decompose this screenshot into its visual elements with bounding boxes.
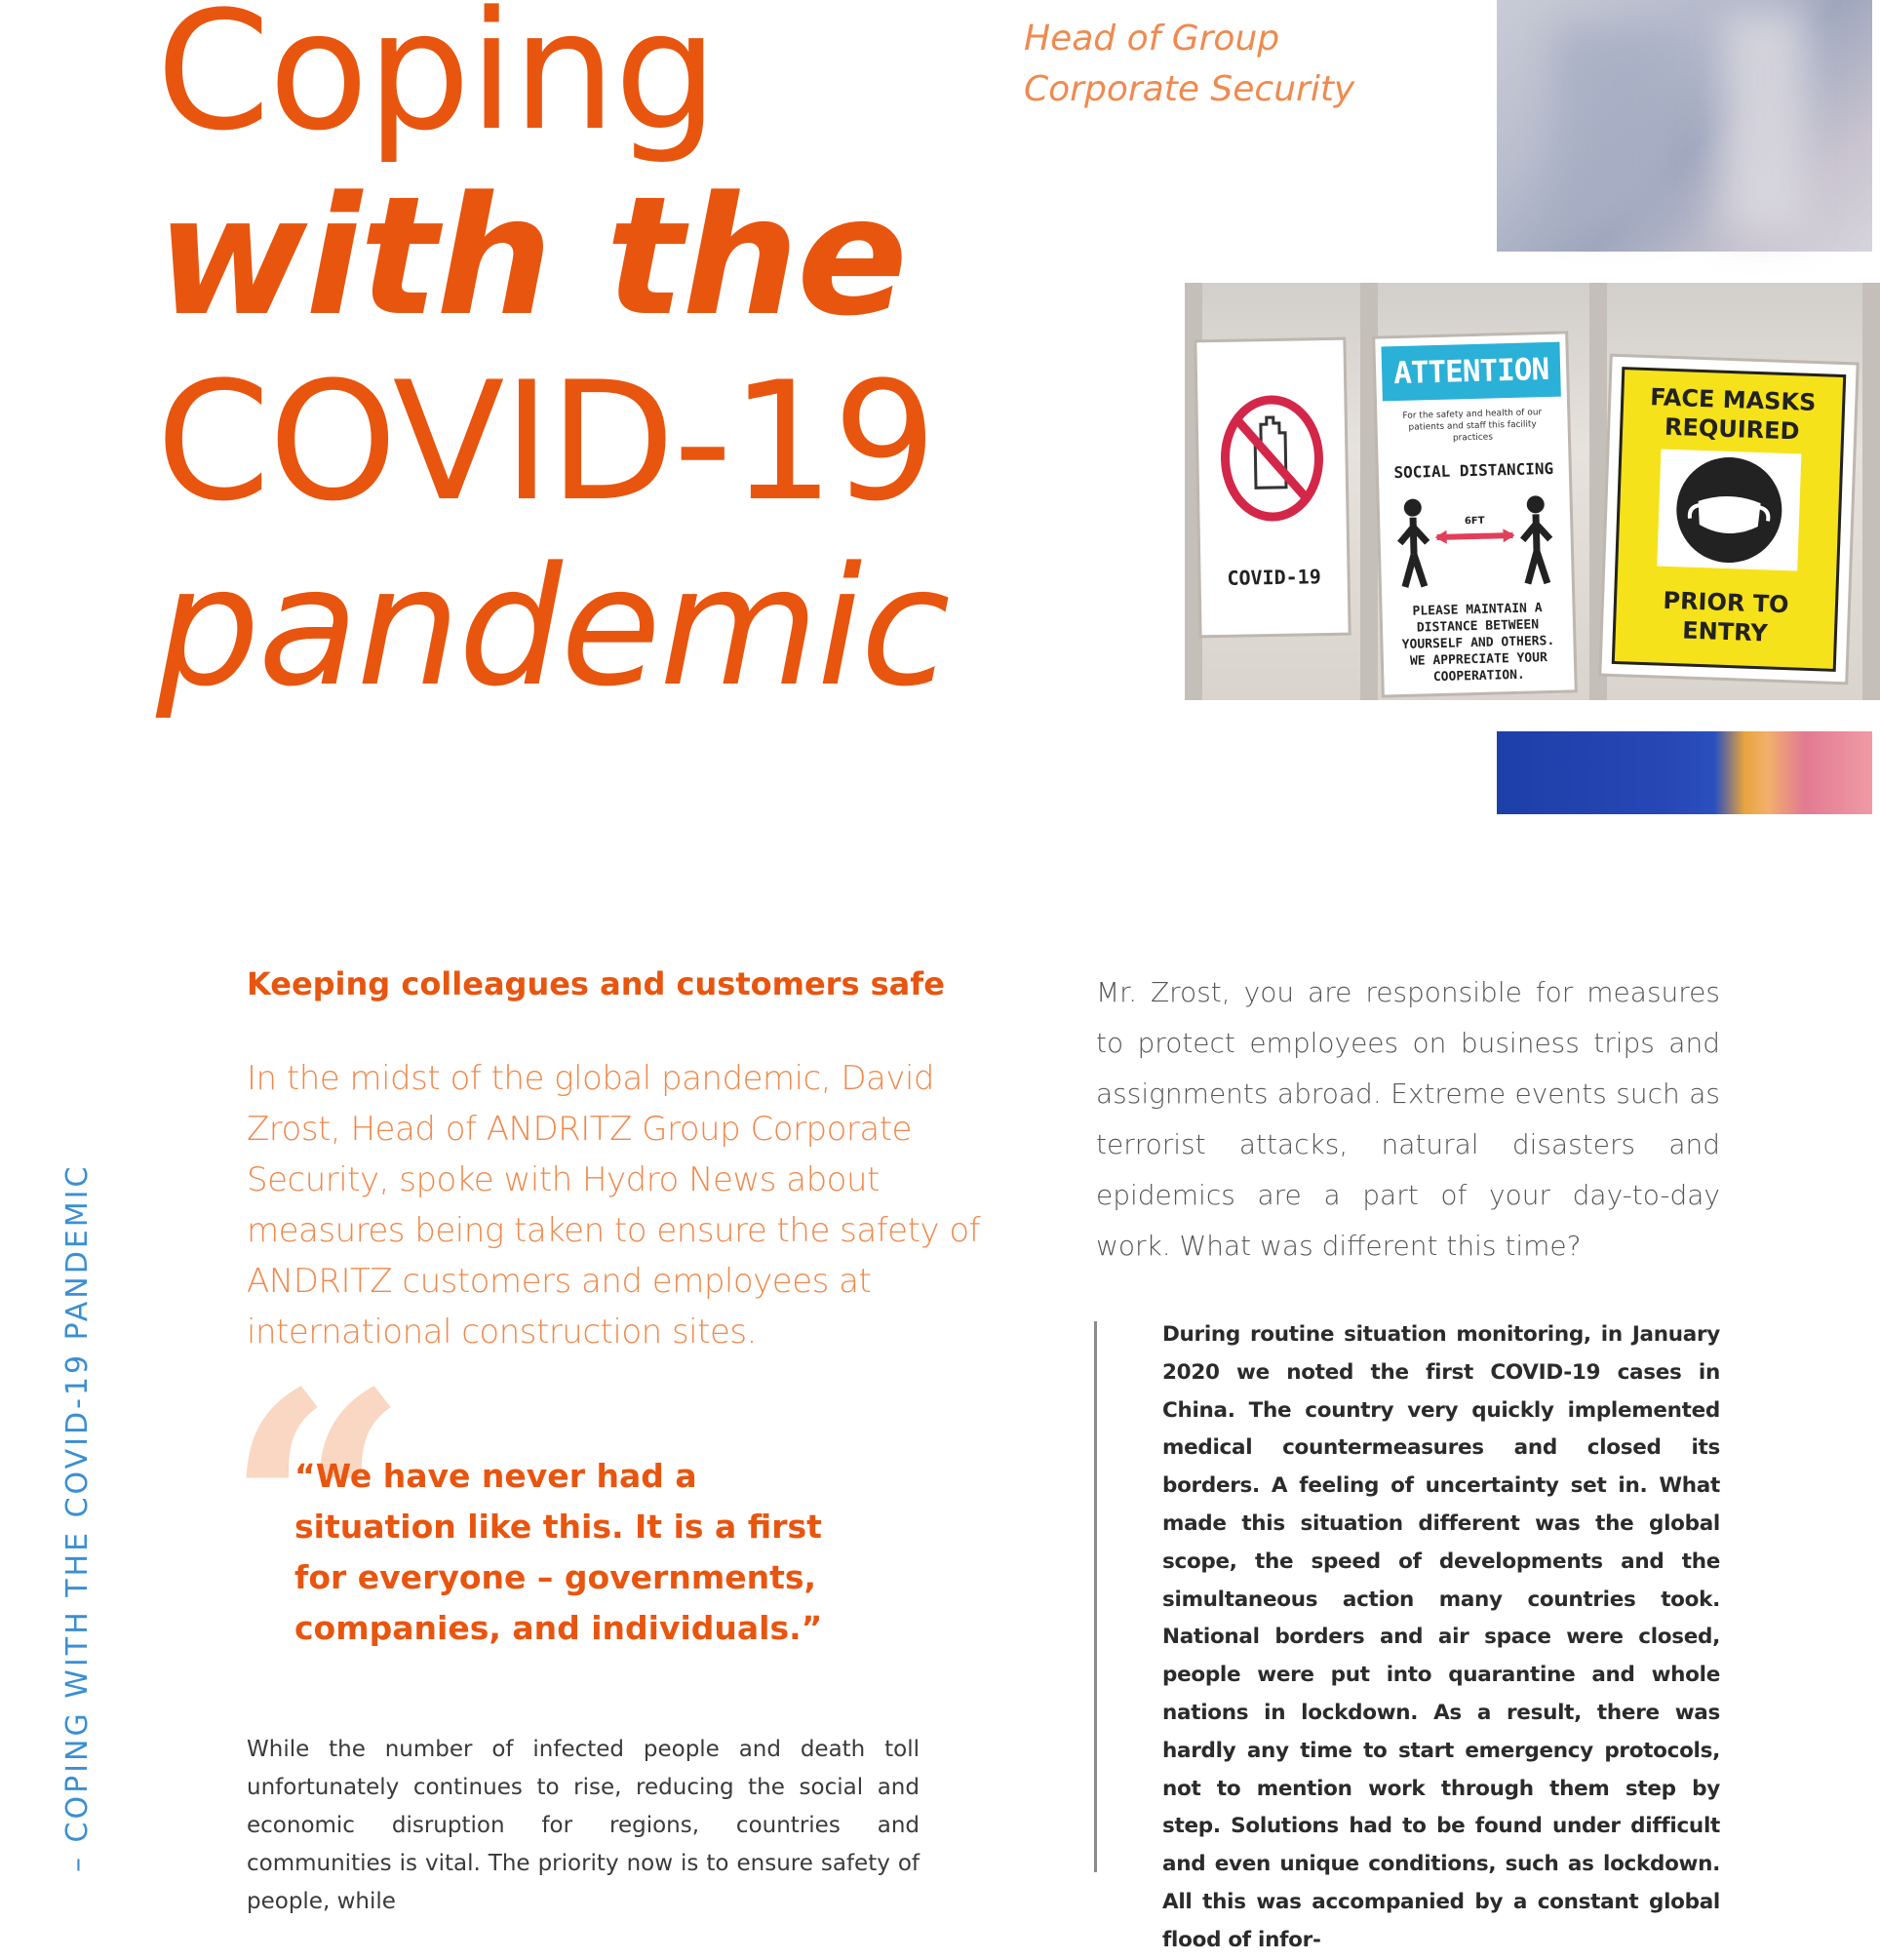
attention-header: ATTENTION [1381,342,1560,402]
title-line-2: with the [156,161,907,352]
side-running-label: – COPING WITH THE COVID-19 PANDEMIC [60,1163,95,1872]
covid-stop-sign [1196,340,1348,636]
photo-safety-signs [1185,283,1872,700]
byline [1024,14,1354,115]
quote-mark-icon: “ [224,1322,410,1701]
answer-rule [1094,1321,1097,1872]
section-subhead: Keeping colleagues and customers safe [247,965,945,1002]
title-line-1: Coping [156,0,717,167]
photo-blurred-top [1497,0,1872,252]
photo-colorful-bottom [1497,731,1872,814]
mask-sign-top: FACE MASKS REQUIRED [1649,383,1817,446]
byline-line-2: Corporate Security [1024,69,1355,109]
intro-paragraph: In the midst of the global pandemic, David Zrost, Head of ANDRITZ Group Corporate Security, spoke with Hydro News about measures being taken to ensure the safety of ANDRITZ customers and employees at international construction sites. [247,1059,981,1352]
interview-answer: During routine situation monitoring, in January 2020 we noted the first COVID-19 cases in China. The country very quickly implemented medical countermeasures and closed its borders. A feeling of uncertainty set in. What made this situation different was the global scope, the speed of developments and the simultaneous action many countries took. National borders and air space were closed, people were put into quarantine and whole nations in lockdown. As a result, there was hardly any time to start emergency protocols, not to mention work through them step by step. Solutions had to be found under difficult and even unique conditions, such as lockdown. All this was accompanied by a constant global flood of infor- [1162,1322,1720,1952]
title-line-4: pandemic [156,531,949,723]
covid-caption: COVID-19 [1227,565,1321,590]
attention-social-distancing: SOCIAL DISTANCING [1393,458,1554,483]
byline-line-1: Head of Group [1024,19,1280,59]
pull-quote: “We have never had a situation like this. It is a first for everyone – governments, companies, and individuals.” [294,1457,823,1647]
title-line-3: COVID-19 [156,346,935,537]
body-paragraph-left: While the number of infected people and death toll unfortunately continues to rise, reducing the social and economic disruption for regions, countries and communities is vital. The priority now is to ensure safety of people, while [247,1737,920,1914]
mask-sign-bottom: PRIOR TO ENTRY [1663,586,1789,647]
stop-hand-icon [1217,389,1327,537]
face-mask-sign [1601,357,1856,683]
social-distancing-icon [1390,490,1559,602]
distance-label: 6FT [1464,515,1485,528]
article-title [156,0,949,723]
attention-footer: PLEASE MAINTAIN A DISTANCE BETWEEN YOURSELF AND OTHERS. WE APPRECIATE YOUR COOPERATION. [1401,601,1555,686]
interview-question: Mr. Zrost, you are responsible for measures to protect employees on business trips and assignments abroad. Extreme events such as terrorist attacks, natural disasters and epidemics are a part of your day-to-day work. What was different this time? [1096,976,1720,1262]
attention-small-text: For the safety and health of our patients and staff this facility practices [1402,408,1543,444]
attention-sign [1375,334,1574,695]
face-mask-icon [1668,450,1789,570]
